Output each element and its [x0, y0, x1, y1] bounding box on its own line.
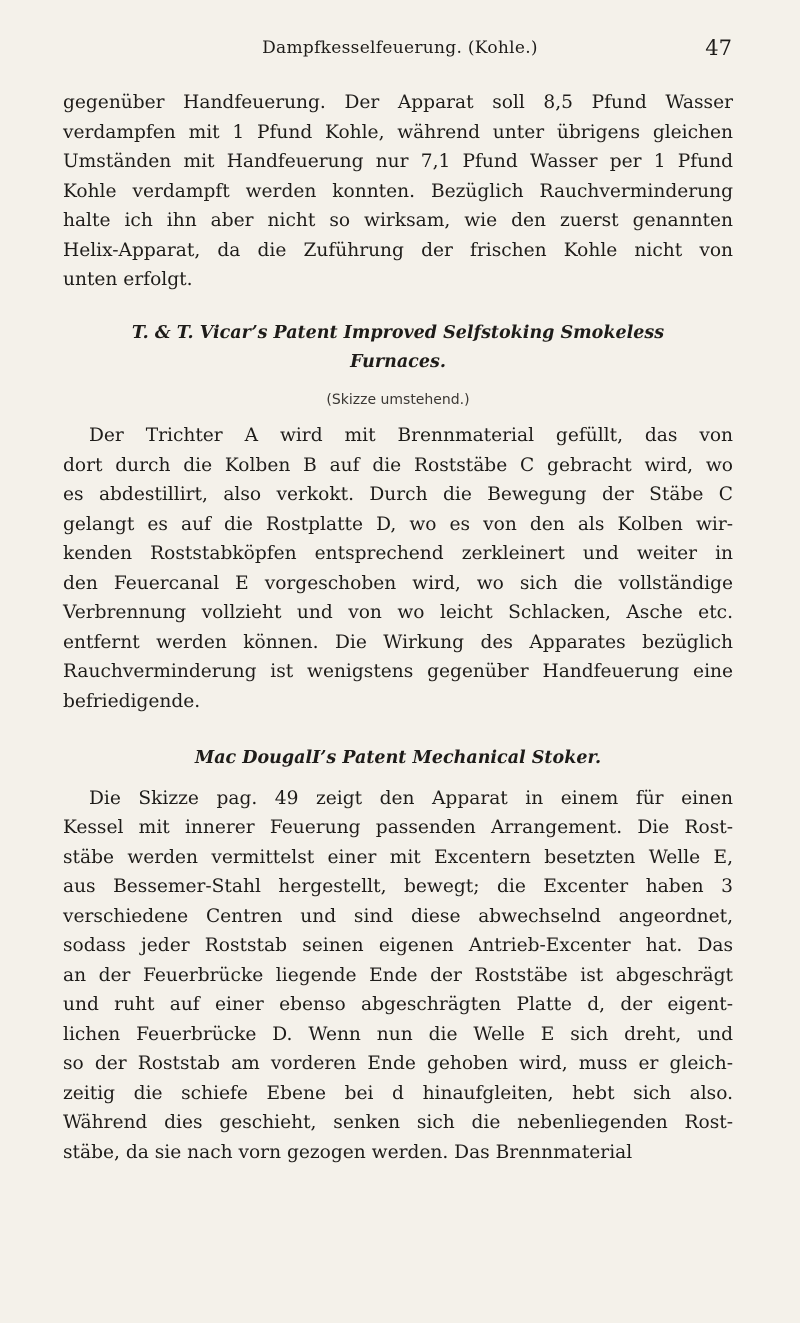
- text-line: verdampfen mit 1 Pfund Kohle, während unter übrigens gleichen: [63, 121, 733, 143]
- text-line: Helix-Apparat, da die Zuführung der frischen Kohle nicht von: [63, 239, 733, 261]
- paragraph-3: [63, 784, 733, 1168]
- section-heading-vicar: T. & T. Vicar’s Patent Improved Selfstoking Smokeless: [131, 322, 665, 343]
- text-line: Kohle verdampft werden konnten. Bezüglich Rauchverminderung: [63, 180, 733, 202]
- text-line: Die Skizze pag. 49 zeigt den Apparat in einem für einen: [89, 787, 733, 809]
- text-line: stäbe, da sie nach vorn gezogen werden. Das Brennmaterial: [63, 1141, 633, 1163]
- text-line: unten erfolgt.: [63, 269, 193, 290]
- text-line: halte ich ihn aber nicht so wirksam, wie den zuerst genannten: [63, 210, 733, 231]
- text-line: aus Bessemer-Stahl hergestellt, bewegt; die Excenter haben 3: [63, 876, 733, 897]
- text-line: verschiedene Centren und sind diese abwechselnd angeordnet,: [63, 905, 733, 927]
- text-line: es abdestillirt, also verkokt. Durch die Bewegung der Stäbe C: [63, 484, 733, 505]
- text-line: kenden Roststabköpfen entsprechend zerkleinert und weiter in: [63, 543, 733, 564]
- text-line: Verbrennung vollzieht und von wo leicht Schlacken, Asche etc.: [63, 602, 733, 623]
- text-line: an der Feuerbrücke liegende Ende der Roststäbe ist abgeschrägt: [63, 964, 733, 986]
- running-title: Dampfkesselfeuerung. (Kohle.): [262, 38, 538, 58]
- text-line: sodass jeder Roststab seinen eigenen Antrieb-Excenter hat. Das: [63, 935, 733, 956]
- text-line: so der Roststab am vorderen Ende gehoben wird, muss er gleich-: [63, 1053, 733, 1074]
- paragraph-1: [63, 88, 733, 295]
- text-line: zeitig die schiefe Ebene bei d hinaufgleiten, hebt sich also.: [63, 1082, 733, 1104]
- text-line: befriedigende.: [63, 690, 201, 712]
- section-heading-vicar-cont: Furnaces.: [350, 352, 446, 372]
- text-line: Kessel mit innerer Feuerung passenden Arrangement. Die Rost-: [63, 817, 733, 838]
- text-line: gegenüber Handfeuerung. Der Apparat soll 8,5 Pfund Wasser: [63, 92, 733, 113]
- text-line: lichen Feuerbrücke D. Wenn nun die Welle E sich dreht, und: [63, 1023, 733, 1045]
- text-line: Umständen mit Handfeuerung nur 7,1 Pfund Wasser per 1 Pfund: [63, 151, 733, 172]
- text-line: entfernt werden können. Die Wirkung des Apparates bezüglich: [63, 631, 733, 653]
- text-line: dort durch die Kolben B auf die Roststäbe C gebracht wird, wo: [63, 454, 733, 476]
- page-number: 47: [705, 36, 732, 60]
- text-line: Der Trichter A wird mit Brennmaterial gefüllt, das von: [89, 425, 733, 446]
- text-line: und ruht auf einer ebenso abgeschrägten Platte d, der eigent-: [63, 994, 733, 1015]
- body-text: [63, 88, 733, 1167]
- text-line: Während dies geschieht, senken sich die nebenliegenden Rost-: [63, 1112, 733, 1133]
- text-line: stäbe werden vermittelst einer mit Excentern besetzten Welle E,: [63, 846, 733, 868]
- text-line: den Feuercanal E vorgeschoben wird, wo sich die vollständige: [63, 572, 733, 594]
- text-line: Rauchverminderung ist wenigstens gegenüber Handfeuerung eine: [63, 661, 733, 682]
- section-heading-macdougall: Mac DougalI’s Patent Mechanical Stoker.: [194, 748, 602, 768]
- text-line: gelangt es auf die Rostplatte D, wo es von den als Kolben wir-: [63, 513, 733, 535]
- paragraph-2: [63, 421, 733, 716]
- sketch-note: (Skizze umstehend.): [326, 391, 470, 408]
